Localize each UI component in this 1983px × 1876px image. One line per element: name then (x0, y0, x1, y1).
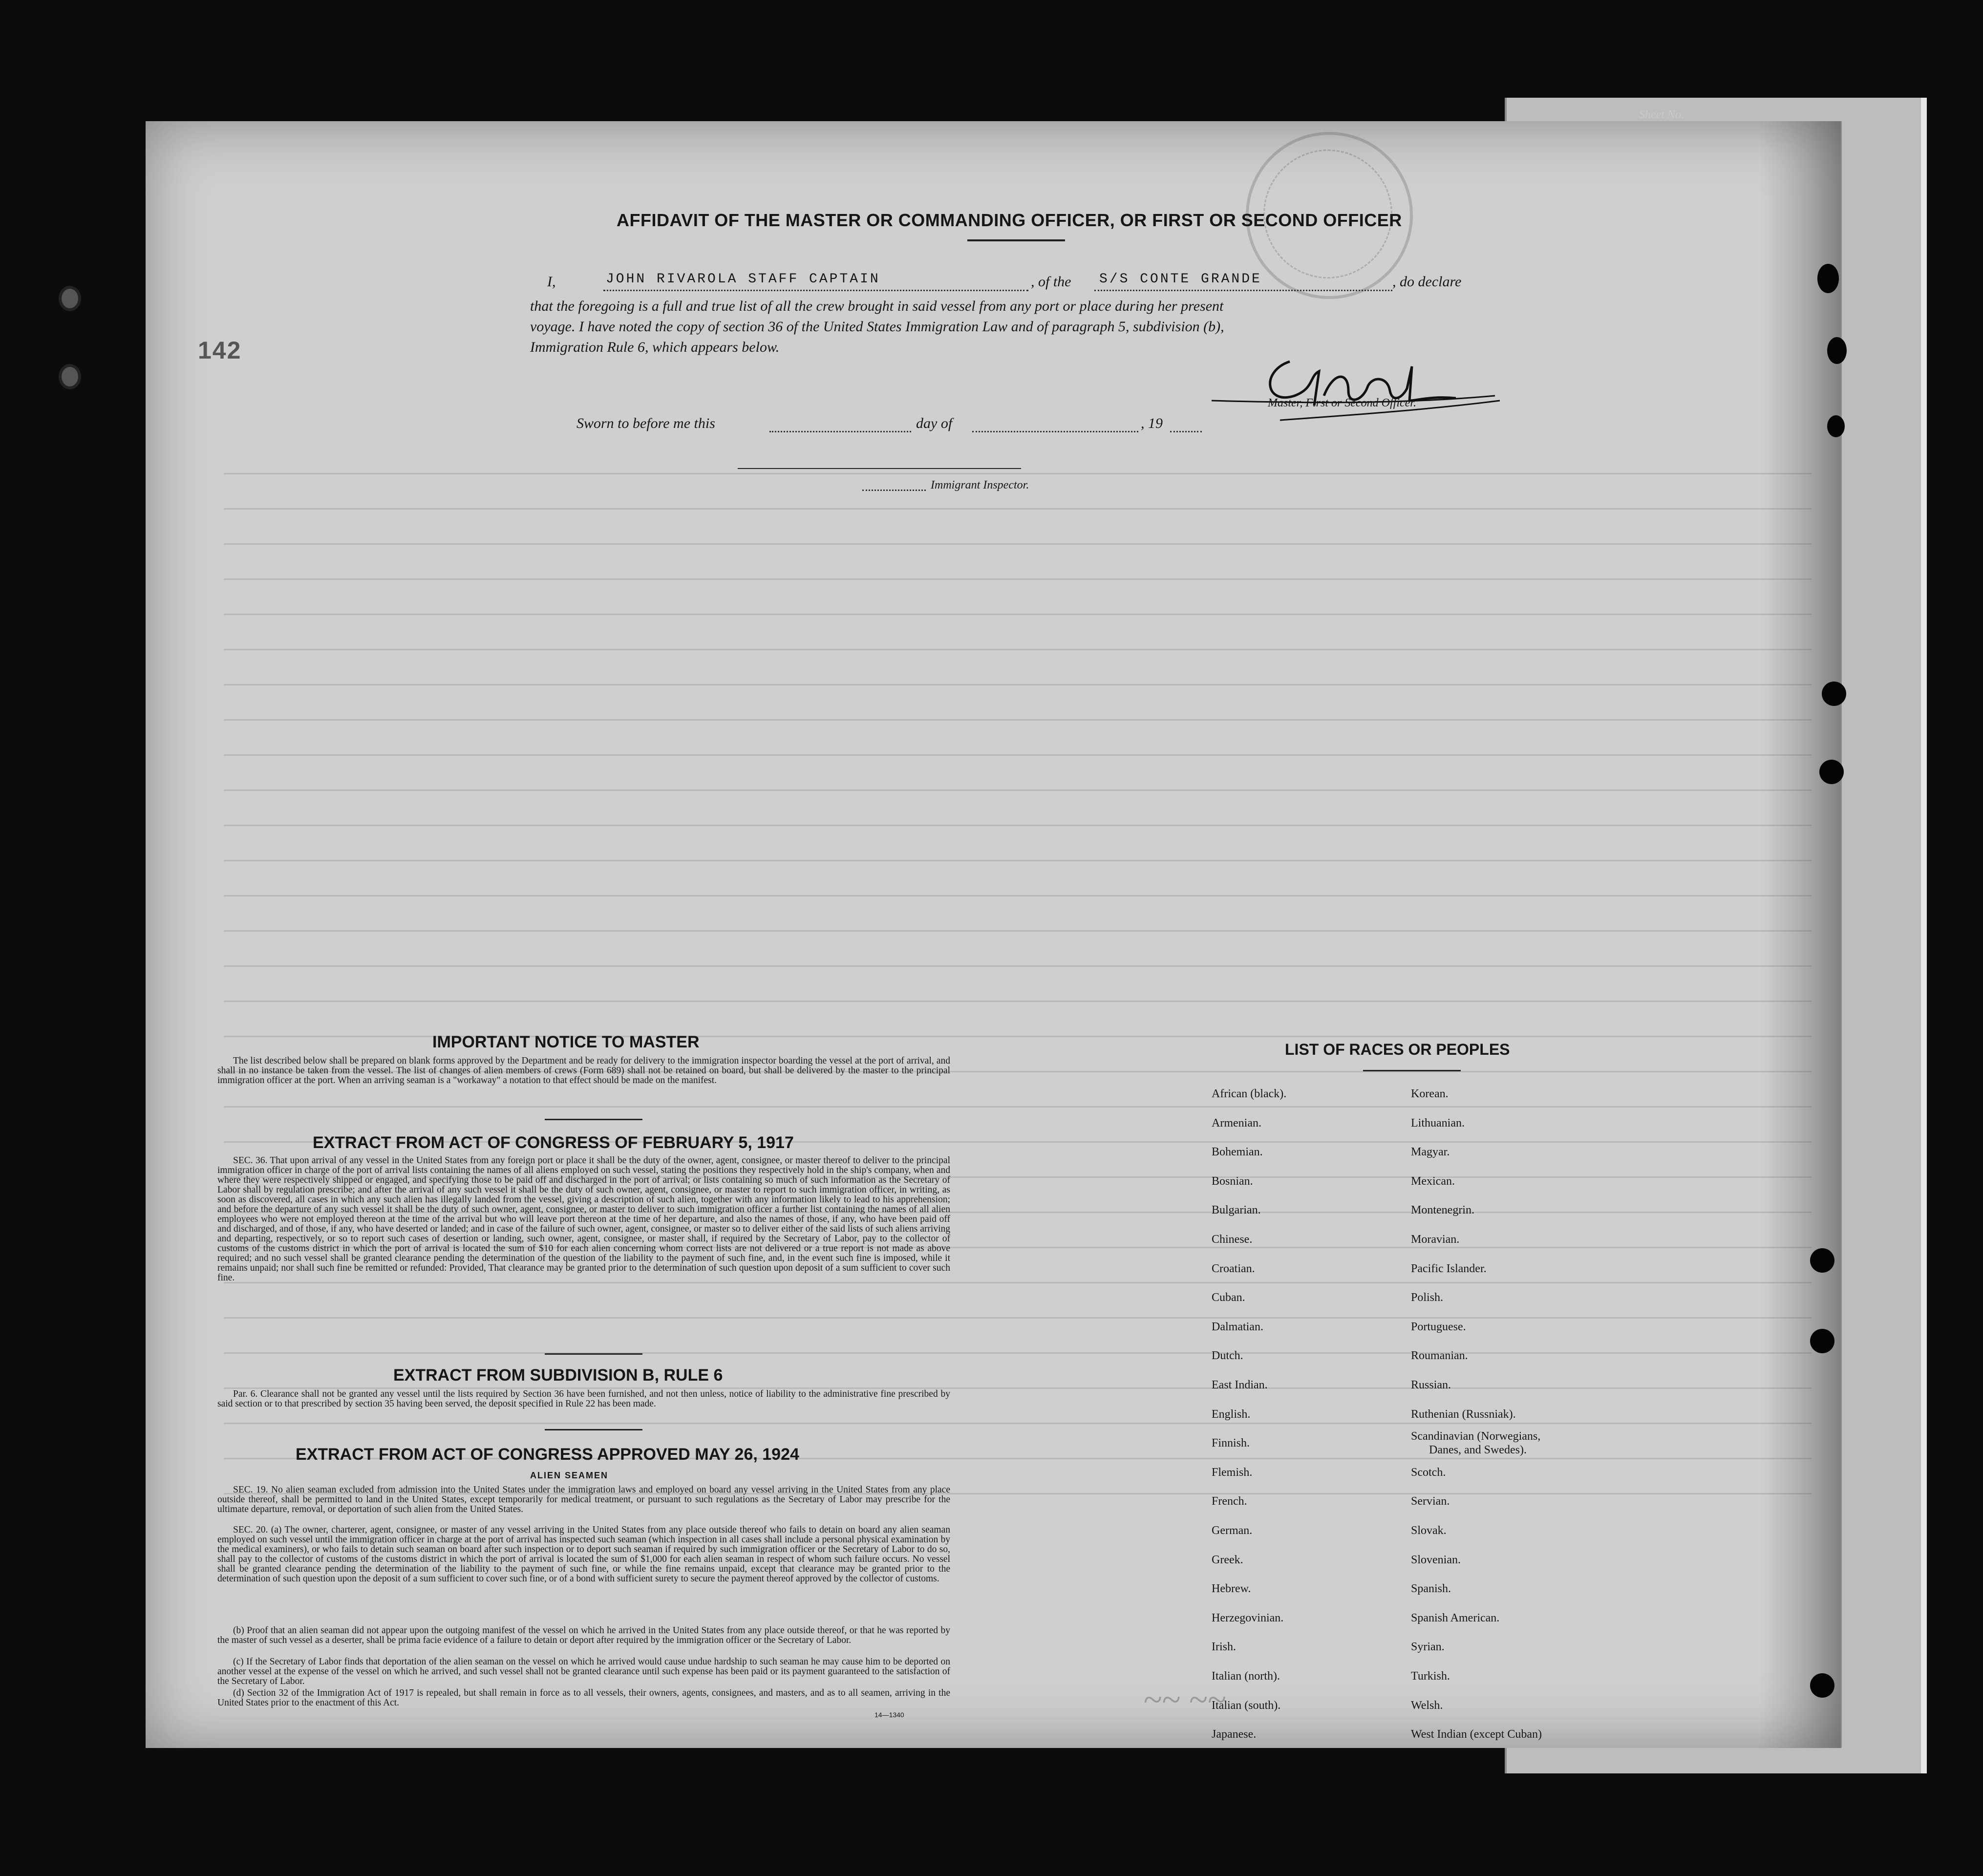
sworn-text: Sworn to before me this (576, 415, 715, 431)
bleed-through-line (224, 1317, 1812, 1319)
of-the-text: , of the (1031, 274, 1071, 290)
race-item: Finnish. (1212, 1437, 1250, 1450)
bleed-through-line (224, 930, 1812, 932)
race-item: Irish. (1212, 1641, 1236, 1654)
extract-1917-text: SEC. 36. That upon arrival of any vessel in the United States from any foreign port or place it shall be the duty of the owner, agent, consignee, or master thereof to deliver to the principal immigration officer in charge of the port of arrival lists containing the names of all aliens employed on such vessel, stating the positions they respectively hold in the ship's company, when and where they were respectively shipped or engaged, and specifying those to be paid off and discharged in the port of arrival; or lists containing so much of such information as the Secretary of Labor shall by regulation prescribe; and after the arrival of any such vessel it shall be the duty of such owner, agent, consignee, or master to report to such immigration officer, in writing, as soon as discovered, all cases in which any such alien has illegally landed from the vessel, giving a description of such alien, together with any information likely to lead to his apprehension; and before the departure of any such vessel it shall be the duty of such owner, agent, consignee, or master to deliver to such immigration officer a further list containing the names of all alien employees who were not employed thereon at the time of the arrival but who will leave port thereon at the time of her departure, and also the names of those, if any, who have been paid off and discharged, and of those, if any, who have deserted or landed; and in case of the failure of such owner, agent, consignee, or master so to deliver either of the said lists of such aliens arriving and departing, respectively, or so to report such cases of desertion or landing, such owner, agent, consignee, or master shall, if required by the Secretary of Labor, pay to the collector of customs of the customs district in which the port of arrival is located the sum of $10 for each alien concerning whom correct lists are not delivered or a true report is not made as above required; and no such vessel shall be granted clearance pending the determination of the question of the liability to the payment of such fine, and, in the event such fine is imposed, while it remains unpaid; nor shall such fine be remitted or refunded: Provided, That clearance may be granted prior to the determination of such question upon deposit of a sum sufficient to cover such fine. (217, 1155, 950, 1283)
race-item: Syrian. (1411, 1641, 1445, 1654)
affidavit-line-3: voyage. I have noted the copy of section 36 of the United States Immigration Law and of paragraph 5, subdivision (b), (530, 319, 1224, 335)
sworn-year-line (1170, 431, 1202, 432)
bleed-through-line (224, 1423, 1812, 1424)
officer-name-underline (603, 290, 1028, 291)
race-item: French. (1212, 1495, 1247, 1508)
bleed-through-line (224, 508, 1812, 510)
officer-name-field: JOHN RIVAROLA STAFF CAPTAIN (606, 272, 880, 287)
bleed-through-line (224, 1352, 1812, 1354)
notice-text: The list described below shall be prepared on blank forms approved by the Department and be ready for delivery to the immigration inspector boarding the vessel at the port of arrival, and shall in no instance be taken from the vessel. The list of changes of alien members of crews (Form 689) shall not be retained on board, but shall be delivered by the master to the principal immigration officer at the port. When an arriving seaman is a "workaway" a notation to that effect should be made on the manifest. (217, 1056, 950, 1086)
race-item: Chinese. (1212, 1233, 1253, 1246)
race-item: Bulgarian. (1212, 1204, 1261, 1217)
year-text: , 19 (1141, 415, 1163, 431)
race-item: Slovak. (1411, 1524, 1447, 1537)
extract-1917-title: EXTRACT FROM ACT OF CONGRESS OF FEBRUARY 5, 1917 (313, 1133, 794, 1152)
punch-hole (1810, 1329, 1834, 1353)
race-item: Montenegrin. (1411, 1204, 1474, 1217)
bleed-through-line (224, 649, 1812, 650)
extract-1924-sec20a: SEC. 20. (a) The owner, charterer, agent, consignee, or master of any vessel arriving in the United States from any place outside thereof who fails to detain on board any alien seaman employed on such vessel until the immigration officer in charge at the port of arrival has inspected such seaman (which inspection in all cases shall include a personal physical examination by the medical examiners), or who fails to detain such seaman on board after such inspection or to deport such seaman if required by such immigration officer or the Secretary of Labor to do so, shall pay to the collector of customs of the customs district in which the port of arrival is located the sum of $1,000 for each alien seaman in respect of whom such failure occurs. No vessel shall be granted clearance pending the determination of the liability to the payment of such fine, or while the fine remains unpaid, except that clearance may be granted prior to the determination of such question upon the deposit of a sum sufficient to cover such fine, or of a bond with sufficient surety to secure the payment thereof approved by the collector of customs. (217, 1525, 950, 1584)
divider (545, 1119, 642, 1120)
punch-hole (1817, 264, 1839, 293)
affidavit-prefix: I, (547, 274, 556, 290)
affidavit-line-4: Immigration Rule 6, which appears below. (530, 339, 780, 355)
bleed-through-line (224, 719, 1812, 721)
bleed-through-line (224, 965, 1812, 967)
race-item: African (black). (1212, 1087, 1287, 1100)
race-item: Spanish American. (1411, 1611, 1500, 1624)
form-number: 14—1340 (874, 1711, 904, 1719)
punch-hole (1822, 682, 1846, 706)
inspector-signature-line (738, 468, 1021, 469)
bleed-through-line (224, 895, 1812, 896)
race-item: Italian (north). (1212, 1670, 1280, 1683)
bleed-through-line (224, 614, 1812, 615)
race-item: Servian. (1411, 1495, 1450, 1508)
race-item: Mexican. (1411, 1174, 1455, 1188)
race-item: Roumanian. (1411, 1349, 1468, 1363)
bleed-through-line (224, 473, 1812, 474)
race-item: Magyar. (1411, 1146, 1450, 1159)
race-item: Ruthenian (Russniak). (1411, 1407, 1516, 1421)
punch-hole (1810, 1248, 1834, 1273)
race-item: Dalmatian. (1212, 1320, 1263, 1333)
race-item: Scotch. (1411, 1466, 1446, 1479)
bleed-through-line (224, 684, 1812, 685)
bleed-through-line (224, 543, 1812, 545)
race-item: West Indian (except Cuban) (1411, 1728, 1542, 1741)
punch-hole (1810, 1673, 1834, 1698)
race-item: Herzegovinian. (1212, 1611, 1284, 1624)
race-item: Hebrew. (1212, 1582, 1251, 1596)
race-item: Moravian. (1411, 1233, 1460, 1246)
race-item: Pacific Islander. (1411, 1262, 1487, 1275)
race-item: Flemish. (1212, 1466, 1253, 1479)
race-item: Danes, and Swedes). (1429, 1444, 1527, 1457)
bleed-through-line (224, 1106, 1812, 1108)
bleed-through-line (224, 578, 1812, 580)
bleed-through-line (224, 860, 1812, 861)
race-item: English. (1212, 1407, 1251, 1421)
sworn-month-line (972, 431, 1138, 432)
race-item: German. (1212, 1524, 1253, 1537)
extract-1924-sec19: SEC. 19. No alien seaman excluded from admission into the United States under the immigration laws and employed on board any vessel arriving in the United States from any place outside thereof, shall be permitted to land in the United States, except temporarily for medical treatment, or pursuant to such regulations as the Secretary of Labor may prescribe for the ultimate departure, removal, or deportation of such alien from the United States. (217, 1485, 950, 1514)
race-item: Greek. (1212, 1553, 1243, 1566)
extract-1924-title: EXTRACT FROM ACT OF CONGRESS APPROVED MAY 26, 1924 (296, 1445, 799, 1464)
race-item: Slovenian. (1411, 1553, 1461, 1566)
page-shadow (1759, 121, 1842, 1748)
affidavit-line-2: that the foregoing is a full and true list of all the crew brought in said vessel from any port or place during her present (530, 298, 1224, 314)
vessel-name-underline (1094, 290, 1392, 291)
bleed-through-line (224, 754, 1812, 756)
race-item: Croatian. (1212, 1262, 1255, 1275)
race-item: Japanese. (1212, 1728, 1257, 1741)
races-title: LIST OF RACES OR PEOPLES (1285, 1041, 1510, 1058)
margin-page-number: 142 (198, 337, 242, 364)
affidavit-title: AFFIDAVIT OF THE MASTER OR COMMANDING OFFICER, OR FIRST OR SECOND OFFICER (617, 210, 1402, 230)
extract-rule6-title: EXTRACT FROM SUBDIVISION B, RULE 6 (393, 1366, 723, 1385)
handwritten-notation: ~~ ~~ (1143, 1681, 1226, 1719)
race-item: Russian. (1411, 1379, 1451, 1391)
notice-title: IMPORTANT NOTICE TO MASTER (432, 1033, 700, 1051)
race-item: Portuguese. (1411, 1320, 1466, 1333)
race-item: Korean. (1411, 1087, 1449, 1100)
inspector-dots (862, 490, 926, 491)
divider (545, 1353, 642, 1355)
race-item: Dutch. (1212, 1349, 1243, 1363)
bleed-through-line (224, 789, 1812, 791)
extract-rule6-text: Par. 6. Clearance shall not be granted any vessel until the lists required by Section 36 have been furnished, and not then unless, notice of liability to the administrative fine prescribed by said section or to that prescribed by section 35 having been served, the deposit specified in Rule 22 has been made. (217, 1389, 950, 1409)
punch-hole (1819, 760, 1844, 784)
punch-hole (1827, 337, 1847, 364)
race-item: Italian (south). (1212, 1699, 1281, 1712)
bleed-through-line (224, 1001, 1812, 1002)
vessel-name-field: S/S CONTE GRANDE (1099, 272, 1262, 287)
race-item: Armenian. (1212, 1116, 1261, 1130)
signature-label: Master, First or Second Officer. (1268, 397, 1416, 409)
master-signature (1202, 342, 1505, 425)
sheet-edge (1921, 98, 1927, 1773)
do-declare-text: , do declare (1392, 274, 1462, 290)
race-item: Cuban. (1212, 1291, 1245, 1304)
bleed-through-line (224, 825, 1812, 826)
race-item: Polish. (1411, 1291, 1444, 1304)
binder-hole (59, 286, 81, 311)
day-of-text: day of (916, 415, 953, 431)
race-item: East Indian. (1212, 1379, 1268, 1391)
races-divider (1363, 1070, 1461, 1071)
extract-1924-sec20b: (b) Proof that an alien seaman did not appear upon the outgoing manifest of the vessel on which he arrived in the United States from any place outside thereof, or that he was reported by the master of such vessel as a deserter, shall be prima facie evidence of a failure to detain or deport after required by the immigration officer or the Secretary of Labor. (217, 1625, 950, 1645)
sheet-number-label: Sheet No. (1639, 108, 1684, 121)
alien-seamen-heading: ALIEN SEAMEN (530, 1471, 609, 1480)
inspector-label: Immigrant Inspector. (931, 479, 1029, 491)
race-item: Welsh. (1411, 1699, 1443, 1712)
race-item: Scandinavian (Norwegians, (1411, 1430, 1541, 1443)
extract-1924-sec20c: (c) If the Secretary of Labor finds that deportation of the alien seaman on the vessel on which he arrived would cause undue hardship to such seaman he may cause him to be deported on another vessel at the expense of the vessel on which he arrived, and such vessel shall not be granted clearance until such expense has been paid or its payment guaranteed to the satisfaction of the Secretary of Labor. (217, 1657, 950, 1686)
punch-hole (1827, 415, 1845, 437)
race-item: Bosnian. (1212, 1174, 1253, 1188)
binder-hole (59, 364, 81, 389)
race-item: Bohemian. (1212, 1146, 1263, 1159)
divider (545, 1429, 642, 1430)
extract-1924-sec20d: (d) Section 32 of the Immigration Act of 1917 is repealed, but shall remain in force as to all vessels, their owners, agents, consignees, and masters, and as to all seamen, arriving in the United States prior to the enactment of this Act. (217, 1688, 950, 1708)
race-item: Turkish. (1411, 1670, 1450, 1683)
sworn-day-line (769, 431, 911, 432)
race-item: Spanish. (1411, 1582, 1451, 1596)
title-underline (967, 239, 1065, 241)
race-item: Lithuanian. (1411, 1116, 1465, 1130)
